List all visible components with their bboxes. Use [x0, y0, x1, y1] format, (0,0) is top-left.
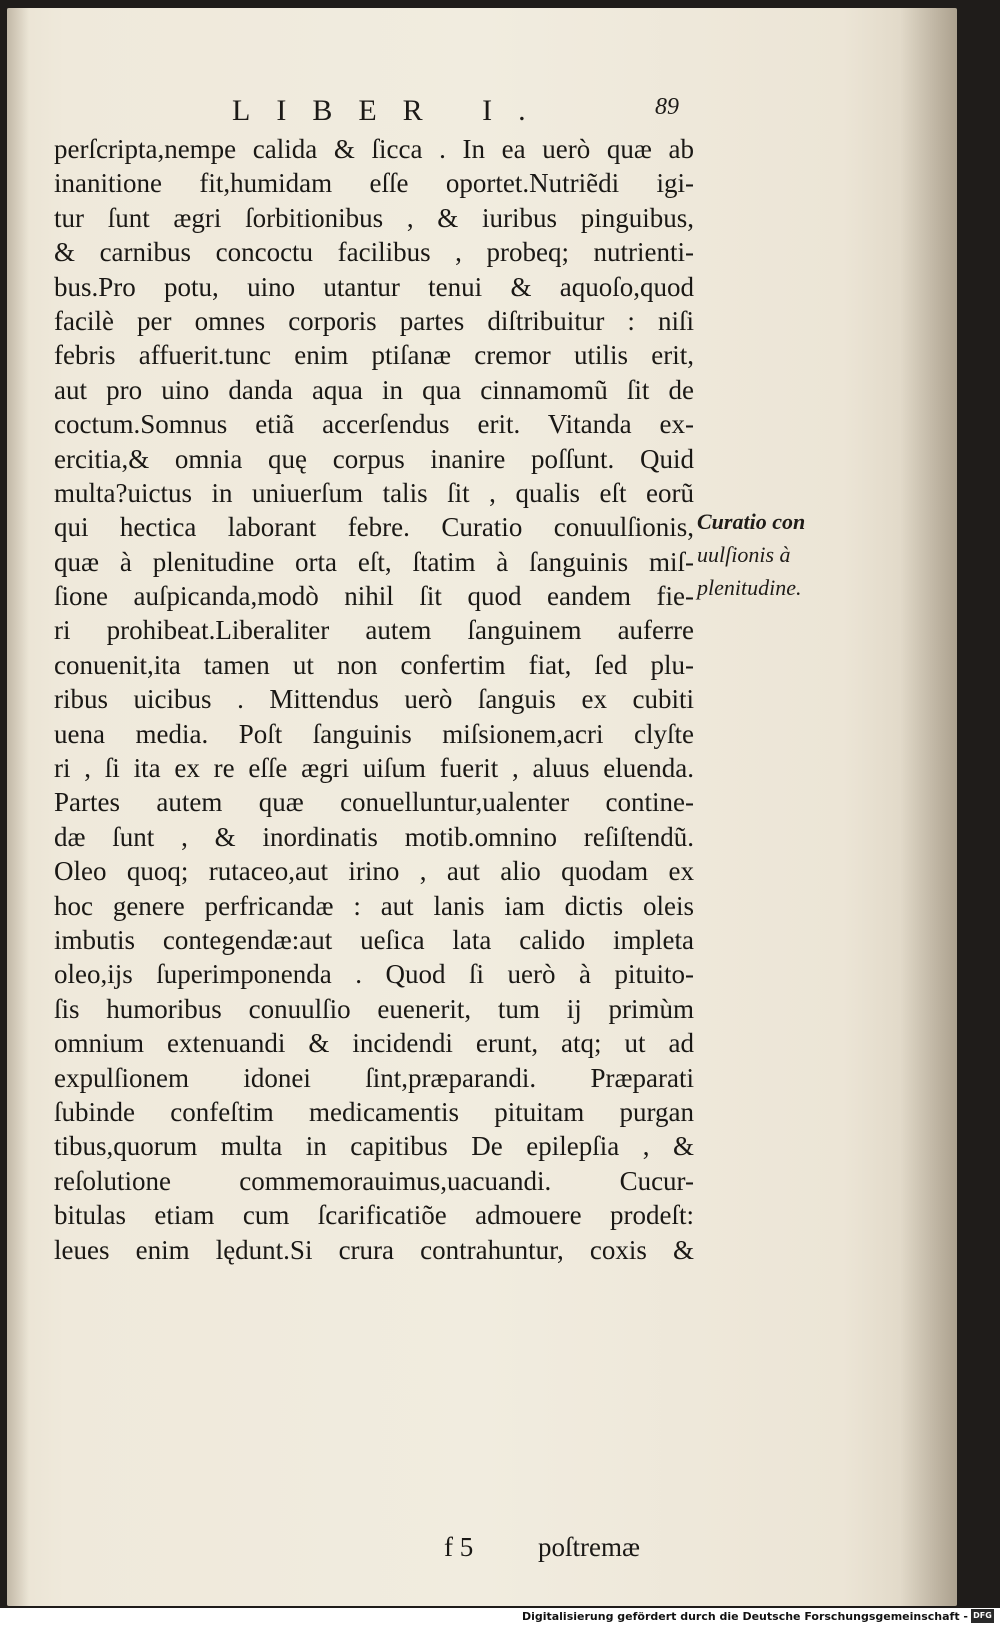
- text-line: ri , ſi ita ex re eſſe ægri uiſum fuerit , aluus eluenda.: [54, 753, 694, 784]
- text-line: quæ à plenitudine orta eſt, ſtatim à ſanguinis miſ-: [54, 546, 694, 577]
- text-line: Oleo quoq; rutaceo,aut irino , aut alio quodam ex: [54, 856, 694, 887]
- text-line: leues enim lędunt.Si crura contrahuntur, coxis &: [54, 1234, 694, 1265]
- marginal-note-line: Curatio con: [697, 509, 806, 534]
- running-head: LIBER I.: [232, 94, 552, 127]
- marginal-note-line: uulſionis à: [697, 542, 791, 567]
- text-line: reſolutione commemorauimus,uacuandi. Cucur-: [54, 1165, 694, 1196]
- text-line: ſis humoribus conuulſio euenerit, tum ij primùm: [54, 993, 694, 1024]
- text-line: & carnibus concoctu facilibus , probeq; nutrienti-: [54, 237, 694, 268]
- catchword: poſtremæ: [538, 1532, 640, 1562]
- text-line: perſcripta,nempe calida & ſicca . In ea uerò quæ ab: [54, 134, 694, 164]
- text-line: ri prohibeat.Liberaliter autem ſanguinem auferre: [54, 615, 694, 646]
- text-line: uena media. Poſt ſanguinis miſsionem,acri clyſte: [54, 718, 694, 749]
- text-line: conuenit,ita tamen ut non confertim fiat, ſed plu-: [54, 649, 694, 680]
- text-line: bus.Pro potu, uino utantur tenui & aquoſo,quod: [54, 271, 694, 302]
- text-line: dæ ſunt , & inordinatis motib.omnino reſiſtendũ.: [54, 821, 694, 852]
- text-line: ſubinde confeſtim medicamentis pituitam purgan: [54, 1096, 694, 1127]
- text-line: Partes autem quæ conuelluntur,ualenter contine-: [54, 787, 694, 818]
- page-edge-shadow: [900, 8, 957, 1606]
- text-line: tur ſunt ægri ſorbitionibus , & iuribus pinguibus,: [54, 202, 694, 233]
- text-line: inanitione fit,humidam eſſe oportet.Nutriẽdi igi-: [54, 168, 694, 199]
- marginal-note-line: plenitudine.: [697, 575, 802, 600]
- text-line: ercitia,& omnia quę corpus inanire poſſunt. Quid: [54, 443, 694, 474]
- text-line: ribus uicibus . Mittendus uerò ſanguis ex cubiti: [54, 684, 694, 715]
- text-line: tibus,quorum multa in capitibus De epilepſia , &: [54, 1131, 694, 1162]
- body-text: [54, 132, 694, 1267]
- text-line: imbutis contegendæ:aut ueſica lata calido impleta: [54, 924, 694, 955]
- text-line: qui hectica laborant febre. Curatio conuulſionis,: [54, 512, 694, 543]
- text-line: expulſionem idonei ſint,præparandi. Præparati: [54, 1062, 694, 1093]
- folio-number: 89: [655, 94, 679, 120]
- text-line: multa?uictus in uniuerſum talis ſit , qualis eſt eorũ: [54, 477, 694, 508]
- page-foot: [54, 1532, 694, 1568]
- footer-credit: Digitalisierung gefördert durch die Deutsche Forschungsgemeinschaft -: [521, 1610, 968, 1623]
- text-line: aut pro uino danda aqua in qua cinnamomũ ſit de: [54, 374, 694, 405]
- text-line: bitulas etiam cum ſcarificatiõe admouere prodeſt:: [54, 1200, 694, 1231]
- signature-mark: f 5: [444, 1532, 474, 1562]
- text-line: coctum.Somnus etiã accerſendus erit. Vitanda ex-: [54, 409, 694, 440]
- text-line: facilè per omnes corporis partes diſtribuitur : niſi: [54, 305, 694, 336]
- text-line: febris affuerit.tunc enim ptiſanæ cremor utilis erit,: [54, 340, 694, 371]
- dfg-logo-icon: DFG: [971, 1609, 994, 1623]
- text-line: oleo,ijs ſuperimponenda . Quod ſi uerò à pituito-: [54, 959, 694, 990]
- text-line: ſione auſpicanda,modò nihil ſit quod eandem fie-: [54, 581, 694, 612]
- gutter-shadow: [7, 8, 29, 1606]
- marginal-note: [697, 505, 847, 604]
- text-line: hoc genere perfricandæ : aut lanis iam dictis oleis: [54, 890, 694, 921]
- text-line: omnium extenuandi & incidendi erunt, atq; ut ad: [54, 1028, 694, 1059]
